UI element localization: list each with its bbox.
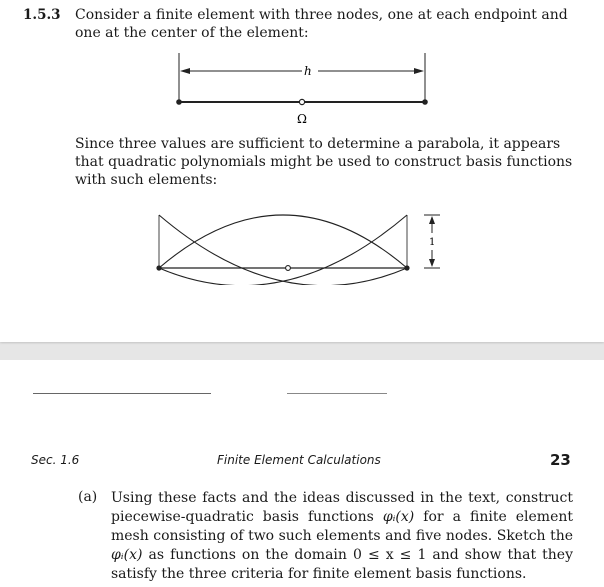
sketch-node-right	[404, 265, 409, 270]
basis-function-sketch	[0, 205, 604, 285]
part-a-label: (a)	[78, 489, 98, 505]
scan-rule-right	[287, 393, 387, 394]
node-left	[176, 99, 182, 105]
basis-curve-center	[159, 215, 407, 268]
part-a-text	[111, 489, 573, 584]
height-label: 1	[429, 237, 436, 248]
part-a-text-1: Using these facts and the ideas discussed in the text, construct piecewise-quadratic basis functions	[111, 490, 573, 525]
part-a-text-2: for a finite element mesh consisting of two such elements and five nodes. Sketch the	[111, 509, 574, 544]
sketch-node-left	[156, 265, 161, 270]
scan-rule-left	[33, 393, 211, 394]
height-arrow-down	[429, 259, 435, 267]
running-header-section: Sec. 1.6	[31, 453, 80, 467]
problem-intro: Consider a finite element with three nodes, one at each endpoint and one at the center of the element:	[75, 7, 568, 41]
height-arrow-up	[429, 216, 435, 224]
basis-curve-right	[159, 215, 407, 285]
page-bottom	[0, 360, 604, 587]
domain-label: Ω	[297, 112, 307, 126]
basis-curve-left	[159, 215, 407, 285]
basis-symbol-2: φᵢ(x)	[111, 547, 143, 563]
sketch-node-center	[286, 266, 291, 271]
running-header-title: Finite Element Calculations	[217, 453, 381, 467]
part-a-text-4: and show that they satisfy the three criteria for finite element basis functions.	[111, 547, 573, 582]
basis-paragraph: Since three values are sufficient to determine a parabola, it appears that quadratic polynomials might be used to construct basis functions with such elements:	[75, 136, 573, 188]
element-length-label: h	[304, 64, 312, 78]
basis-symbol-1: φᵢ(x)	[382, 509, 415, 525]
arrowhead-right	[414, 68, 424, 74]
node-center	[299, 99, 304, 104]
problem-number: 1.5.3	[23, 7, 61, 23]
page-number: 23	[550, 451, 571, 469]
domain-inequality: 0 ≤ x ≤ 1	[352, 547, 427, 563]
arrowhead-left	[180, 68, 190, 74]
part-a-text-3: as functions on the domain	[142, 547, 353, 563]
node-right	[422, 99, 428, 105]
